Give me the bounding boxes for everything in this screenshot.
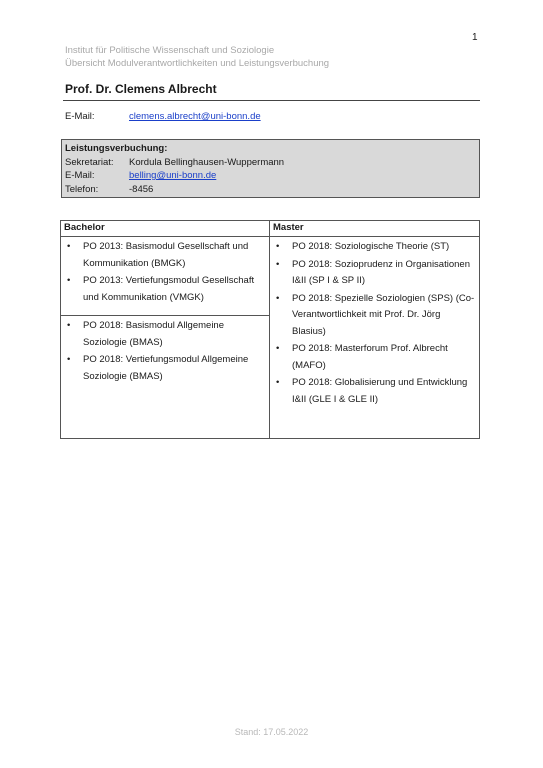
modules-table (60, 220, 480, 439)
institute-name: Institut für Politische Wissenschaft und Soziologie (65, 45, 275, 56)
document-subtitle: Übersicht Modulverantwortlichkeiten und Leistungsverbuchung (65, 58, 330, 69)
phone-label: Telefon: (65, 183, 99, 195)
list-item: • PO 2018: Globalisierung und Entwicklung I&II (GLE I & GLE II) (276, 377, 468, 405)
secretariat-row (65, 156, 476, 170)
list-item: • PO 2013: Vertiefungsmodul Gesellschaft und Kommunikation (VMGK) (67, 275, 255, 303)
phone-value: -8456 (129, 183, 154, 195)
person-name: Prof. Dr. Clemens Albrecht (65, 82, 217, 96)
list-item: • PO 2018: Soziologische Theorie (ST) (276, 241, 450, 252)
page-number: 1 (472, 32, 478, 43)
document-header (65, 44, 329, 70)
modules-row (61, 237, 480, 316)
phone-row (65, 183, 476, 197)
secretariat-email-row (65, 169, 476, 183)
modules-header-row (61, 221, 480, 237)
list-item: • PO 2013: Basismodul Gesellschaft und Kommunikation (BMGK) (67, 241, 249, 269)
bachelor-header: Bachelor (61, 221, 270, 237)
list-item: • PO 2018: Masterforum Prof. Albrecht (MAFO) (276, 343, 448, 371)
leistungsverbuchung-box (61, 139, 480, 198)
person-email-link[interactable]: clemens.albrecht@uni-bonn.de (129, 111, 261, 122)
secretariat-email-link[interactable]: belling@uni-bonn.de (129, 170, 217, 181)
list-item: • PO 2018: Spezielle Soziologien (SPS) (Co-Verantwortlichkeit mit Prof. Dr. Jörg Blasius) (276, 292, 475, 337)
bachelor-cell-po2013 (61, 237, 270, 316)
list-item: • PO 2018: Sozioprudenz in Organisationen I&II (SP I & SP II) (276, 258, 470, 286)
secretariat-label: Sekretariat: (65, 156, 114, 168)
list-item: • PO 2018: Basismodul Allgemeine Soziologie (BMAS) (67, 320, 224, 348)
list-item: • PO 2018: Vertiefungsmodul Allgemeine Soziologie (BMAS) (67, 354, 249, 382)
footer-date: Stand: 17.05.2022 (234, 727, 309, 737)
master-header: Master (270, 221, 480, 237)
master-cell (270, 237, 480, 439)
secretariat-email-label: E-Mail: (65, 170, 95, 181)
secretariat-value: Kordula Bellinghausen-Wuppermann (129, 156, 285, 168)
bachelor-cell-po2018 (61, 316, 270, 439)
title-divider (63, 100, 480, 101)
leistungsverbuchung-heading: Leistungsverbuchung: (65, 143, 168, 154)
email-label: E-Mail: (65, 111, 95, 122)
